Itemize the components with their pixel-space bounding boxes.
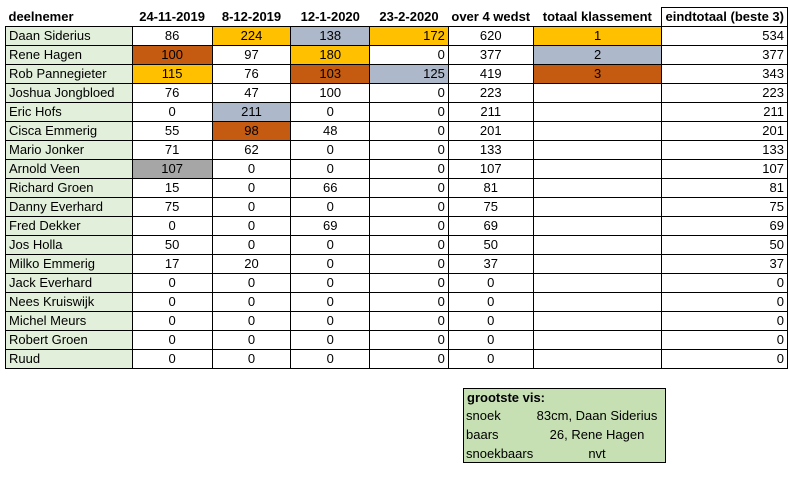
ranking-cell <box>533 236 662 255</box>
score-cell-8-12-2019: 0 <box>212 160 291 179</box>
header-date-1: 24-11-2019 <box>139 8 205 24</box>
score-cell-8-12-2019: 224 <box>212 27 291 46</box>
ranking-cell <box>533 350 662 369</box>
header-date-2: 8-12-2019 <box>221 8 282 24</box>
ranking-cell <box>533 255 662 274</box>
biggest-fish-row <box>464 425 665 444</box>
header-deelnemer: deelnemer <box>8 8 74 24</box>
table-row <box>6 350 788 369</box>
participant-name-cell: Robert Groen <box>6 331 133 350</box>
standings-table <box>5 7 788 369</box>
score-cell-24-11-2019: 86 <box>132 27 212 46</box>
score-cell-24-11-2019: 50 <box>132 236 212 255</box>
score-cell-12-1-2020: 0 <box>291 312 370 331</box>
score-cell-12-1-2020: 0 <box>291 293 370 312</box>
table-row <box>6 293 788 312</box>
score-cell-12-1-2020: 103 <box>291 65 370 84</box>
header-row <box>6 8 788 27</box>
over-4-total-cell: 0 <box>448 274 533 293</box>
ranking-cell <box>533 293 662 312</box>
final-total-cell: 75 <box>662 198 788 217</box>
table-row <box>6 122 788 141</box>
score-cell-8-12-2019: 0 <box>212 217 291 236</box>
final-total-cell: 0 <box>662 350 788 369</box>
ranking-cell <box>533 141 662 160</box>
fish-name: snoek <box>466 408 501 423</box>
score-cell-23-2-2020: 0 <box>370 255 449 274</box>
over-4-total-cell: 81 <box>448 179 533 198</box>
score-cell-8-12-2019: 0 <box>212 198 291 217</box>
over-4-total-cell: 0 <box>448 350 533 369</box>
over-4-total-cell: 0 <box>448 331 533 350</box>
table-row <box>6 84 788 103</box>
over-4-total-cell: 69 <box>448 217 533 236</box>
participant-name-cell: Jack Everhard <box>6 274 133 293</box>
score-cell-8-12-2019: 0 <box>212 331 291 350</box>
score-cell-23-2-2020: 125 <box>370 65 449 84</box>
table-row <box>6 46 788 65</box>
participant-name-cell: Daan Siderius <box>6 27 133 46</box>
over-4-total-cell: 201 <box>448 122 533 141</box>
final-total-cell: 0 <box>662 331 788 350</box>
participant-name-cell: Mario Jonker <box>6 141 133 160</box>
participant-name-cell: Jos Holla <box>6 236 133 255</box>
table-row <box>6 312 788 331</box>
participant-name-cell: Rob Pannegieter <box>6 65 133 84</box>
over-4-total-cell: 133 <box>448 141 533 160</box>
over-4-total-cell: 377 <box>448 46 533 65</box>
score-cell-24-11-2019: 115 <box>132 65 212 84</box>
biggest-fish-row <box>464 406 665 425</box>
header-over-4: over 4 wedst <box>451 8 531 24</box>
score-cell-8-12-2019: 0 <box>212 236 291 255</box>
score-cell-12-1-2020: 100 <box>291 84 370 103</box>
final-total-cell: 534 <box>662 27 788 46</box>
score-cell-12-1-2020: 69 <box>291 217 370 236</box>
score-cell-8-12-2019: 20 <box>212 255 291 274</box>
score-cell-24-11-2019: 0 <box>132 331 212 350</box>
participant-name-cell: Rene Hagen <box>6 46 133 65</box>
score-cell-24-11-2019: 107 <box>132 160 212 179</box>
header-eindtotaal: eindtotaal (beste 3) <box>662 8 788 27</box>
fish-name: snoekbaars <box>466 446 534 461</box>
score-cell-23-2-2020: 0 <box>370 312 449 331</box>
fish-record: 83cm, Daan Siderius <box>536 408 658 423</box>
participant-name-cell: Eric Hofs <box>6 103 133 122</box>
score-cell-8-12-2019: 62 <box>212 141 291 160</box>
score-cell-23-2-2020: 0 <box>370 293 449 312</box>
score-cell-24-11-2019: 0 <box>132 274 212 293</box>
ranking-cell <box>533 160 662 179</box>
standings-sheet <box>5 7 788 369</box>
final-total-cell: 0 <box>662 312 788 331</box>
score-cell-23-2-2020: 0 <box>370 141 449 160</box>
score-cell-12-1-2020: 0 <box>291 103 370 122</box>
score-cell-24-11-2019: 75 <box>132 198 212 217</box>
participant-name-cell: Fred Dekker <box>6 217 133 236</box>
score-cell-12-1-2020: 0 <box>291 255 370 274</box>
score-cell-8-12-2019: 0 <box>212 293 291 312</box>
score-cell-12-1-2020: 0 <box>291 350 370 369</box>
score-cell-23-2-2020: 172 <box>370 27 449 46</box>
table-row <box>6 141 788 160</box>
score-cell-12-1-2020: 0 <box>291 198 370 217</box>
score-cell-24-11-2019: 0 <box>132 293 212 312</box>
fish-record: nvt <box>588 446 606 461</box>
table-row <box>6 198 788 217</box>
score-cell-23-2-2020: 0 <box>370 84 449 103</box>
score-cell-24-11-2019: 55 <box>132 122 212 141</box>
final-total-cell: 50 <box>662 236 788 255</box>
score-cell-12-1-2020: 66 <box>291 179 370 198</box>
participant-name-cell: Joshua Jongbloed <box>6 84 133 103</box>
ranking-cell <box>533 198 662 217</box>
table-row <box>6 255 788 274</box>
score-cell-24-11-2019: 0 <box>132 312 212 331</box>
biggest-fish-title: grootste vis: <box>467 390 546 405</box>
over-4-total-cell: 37 <box>448 255 533 274</box>
over-4-total-cell: 107 <box>448 160 533 179</box>
table-row <box>6 160 788 179</box>
score-cell-8-12-2019: 76 <box>212 65 291 84</box>
ranking-cell <box>533 274 662 293</box>
score-cell-12-1-2020: 0 <box>291 274 370 293</box>
score-cell-23-2-2020: 0 <box>370 160 449 179</box>
ranking-cell <box>533 84 662 103</box>
over-4-total-cell: 620 <box>448 27 533 46</box>
score-cell-8-12-2019: 98 <box>212 122 291 141</box>
final-total-cell: 211 <box>662 103 788 122</box>
over-4-total-cell: 50 <box>448 236 533 255</box>
score-cell-24-11-2019: 17 <box>132 255 212 274</box>
score-cell-24-11-2019: 0 <box>132 103 212 122</box>
header-date-4: 23-2-2020 <box>379 8 439 24</box>
score-cell-23-2-2020: 0 <box>370 236 449 255</box>
score-cell-12-1-2020: 48 <box>291 122 370 141</box>
score-cell-23-2-2020: 0 <box>370 179 449 198</box>
table-row <box>6 236 788 255</box>
score-cell-24-11-2019: 76 <box>132 84 212 103</box>
score-cell-8-12-2019: 0 <box>212 274 291 293</box>
score-cell-24-11-2019: 71 <box>132 141 212 160</box>
participant-name-cell: Milko Emmerig <box>6 255 133 274</box>
header-date-3: 12-1-2020 <box>300 8 360 24</box>
score-cell-12-1-2020: 138 <box>291 27 370 46</box>
ranking-cell: 2 <box>533 46 662 65</box>
over-4-total-cell: 0 <box>448 312 533 331</box>
table-row <box>6 331 788 350</box>
score-cell-8-12-2019: 47 <box>212 84 291 103</box>
score-cell-8-12-2019: 97 <box>212 46 291 65</box>
ranking-cell <box>533 331 662 350</box>
participant-name-cell: Arnold Veen <box>6 160 133 179</box>
participant-name-cell: Richard Groen <box>6 179 133 198</box>
score-cell-24-11-2019: 0 <box>132 217 212 236</box>
final-total-cell: 201 <box>662 122 788 141</box>
table-row <box>6 179 788 198</box>
score-cell-24-11-2019: 15 <box>132 179 212 198</box>
participant-name-cell: Nees Kruiswijk <box>6 293 133 312</box>
final-total-cell: 37 <box>662 255 788 274</box>
ranking-cell <box>533 312 662 331</box>
score-cell-8-12-2019: 0 <box>212 350 291 369</box>
score-cell-8-12-2019: 0 <box>212 312 291 331</box>
header-totaal-klassement: totaal klassement <box>542 8 652 24</box>
ranking-cell: 3 <box>533 65 662 84</box>
score-cell-23-2-2020: 0 <box>370 46 449 65</box>
final-total-cell: 377 <box>662 46 788 65</box>
participant-name-cell: Michel Meurs <box>6 312 133 331</box>
score-cell-8-12-2019: 0 <box>212 179 291 198</box>
participant-name-cell: Danny Everhard <box>6 198 133 217</box>
final-total-cell: 0 <box>662 293 788 312</box>
score-cell-24-11-2019: 100 <box>132 46 212 65</box>
fish-name: baars <box>466 427 499 442</box>
table-row <box>6 103 788 122</box>
over-4-total-cell: 75 <box>448 198 533 217</box>
final-total-cell: 81 <box>662 179 788 198</box>
score-cell-12-1-2020: 180 <box>291 46 370 65</box>
final-total-cell: 223 <box>662 84 788 103</box>
score-cell-23-2-2020: 0 <box>370 122 449 141</box>
standings-body <box>6 27 788 369</box>
score-cell-24-11-2019: 0 <box>132 350 212 369</box>
ranking-cell <box>533 103 662 122</box>
over-4-total-cell: 211 <box>448 103 533 122</box>
score-cell-12-1-2020: 0 <box>291 331 370 350</box>
final-total-cell: 0 <box>662 274 788 293</box>
over-4-total-cell: 223 <box>448 84 533 103</box>
score-cell-12-1-2020: 0 <box>291 160 370 179</box>
table-row <box>6 65 788 84</box>
ranking-cell <box>533 122 662 141</box>
score-cell-12-1-2020: 0 <box>291 141 370 160</box>
score-cell-23-2-2020: 0 <box>370 198 449 217</box>
over-4-total-cell: 0 <box>448 293 533 312</box>
score-cell-23-2-2020: 0 <box>370 217 449 236</box>
final-total-cell: 133 <box>662 141 788 160</box>
participant-name-cell: Cisca Emmerig <box>6 122 133 141</box>
final-total-cell: 107 <box>662 160 788 179</box>
score-cell-23-2-2020: 0 <box>370 331 449 350</box>
final-total-cell: 343 <box>662 65 788 84</box>
over-4-total-cell: 419 <box>448 65 533 84</box>
score-cell-8-12-2019: 211 <box>212 103 291 122</box>
table-row <box>6 217 788 236</box>
fish-record: 26, Rene Hagen <box>549 427 645 442</box>
final-total-cell: 69 <box>662 217 788 236</box>
score-cell-12-1-2020: 0 <box>291 236 370 255</box>
ranking-cell <box>533 217 662 236</box>
biggest-fish-box <box>463 388 666 463</box>
ranking-cell <box>533 179 662 198</box>
score-cell-23-2-2020: 0 <box>370 350 449 369</box>
score-cell-23-2-2020: 0 <box>370 103 449 122</box>
table-row <box>6 27 788 46</box>
score-cell-23-2-2020: 0 <box>370 274 449 293</box>
ranking-cell: 1 <box>533 27 662 46</box>
table-row <box>6 274 788 293</box>
biggest-fish-row <box>464 444 665 463</box>
participant-name-cell: Ruud <box>6 350 133 369</box>
